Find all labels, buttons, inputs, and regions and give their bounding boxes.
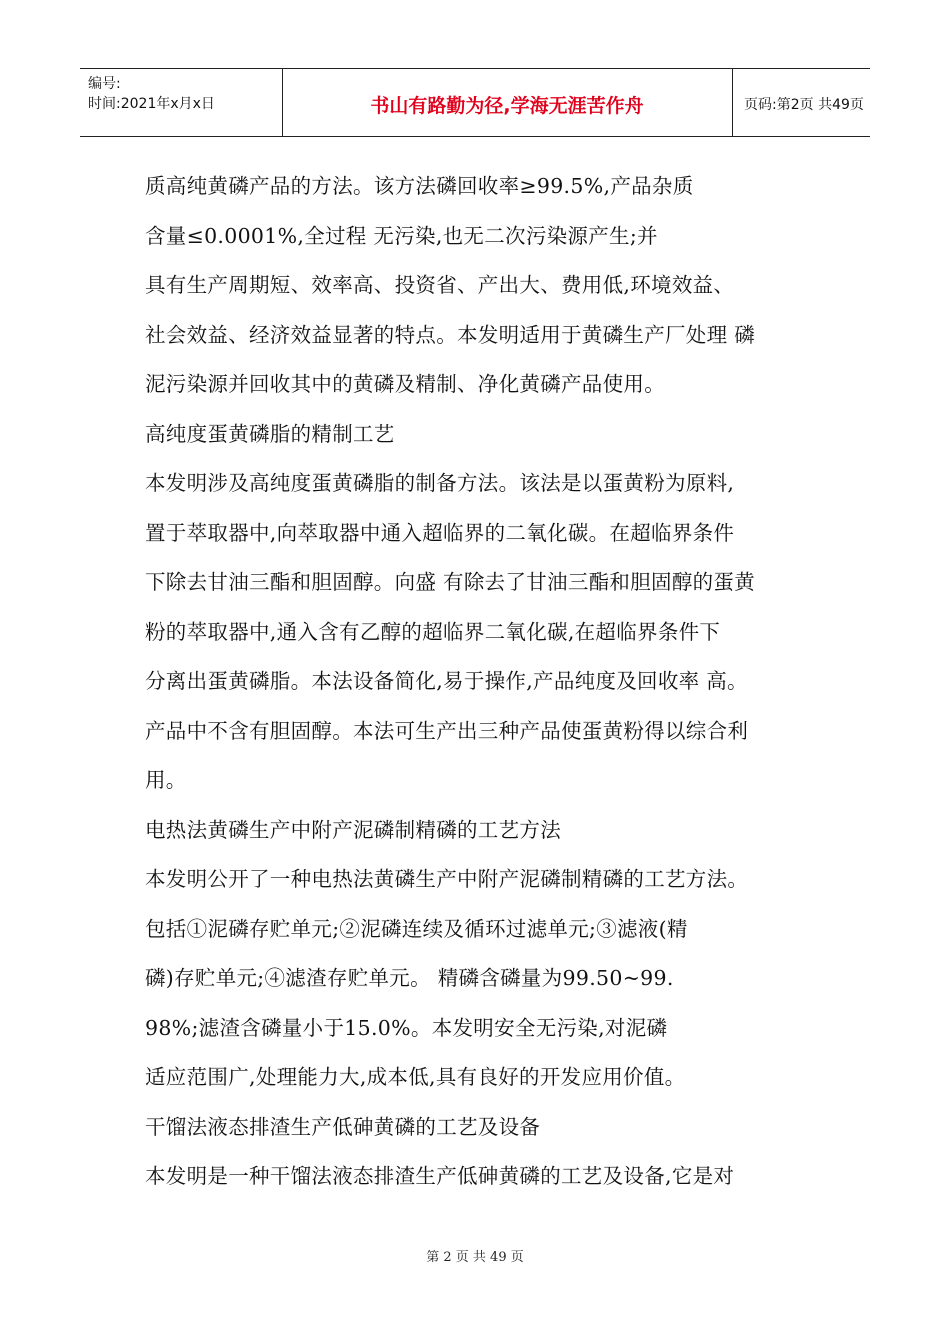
body-line: 含量≤0.0001%,全过程 无污染,也无二次污染源产生;并 <box>145 223 658 248</box>
section-heading: 高纯度蛋黄磷脂的精制工艺 <box>145 421 395 446</box>
body-line: 粉的萃取器中,通入含有乙醇的超临界二氧化碳,在超临界条件下 <box>145 619 721 644</box>
body-line: 98%;滤渣含磷量小于15.0%。本发明安全无污染,对泥磷 <box>145 1015 668 1040</box>
page-footer: 第 2 页 共 49 页 <box>426 1250 524 1265</box>
header-page-cell <box>732 69 870 136</box>
header-page-number: 页码:第2页 共49页 <box>744 97 864 113</box>
body-line: 下除去甘油三酯和胆固醇。向盛 有除去了甘油三酯和胆固醇的蛋黄 <box>145 570 756 594</box>
section-heading: 电热法黄磷生产中附产泥磷制精磷的工艺方法 <box>145 817 561 842</box>
header-motto-cell <box>282 69 733 136</box>
body-line: 泥污染源并回收其中的黄磷及精制、净化黄磷产品使用。 <box>145 372 665 396</box>
body-line: 包括①泥磷存贮单元;②泥磷连续及循环过滤单元;③滤液(精 <box>145 916 688 941</box>
body-line: 产品中不含有胆固醇。本法可生产出三种产品使蛋黄粉得以综合利 <box>145 718 749 743</box>
section-heading: 干馏法液态排渣生产低砷黄磷的工艺及设备 <box>145 1114 541 1139</box>
document-body <box>145 162 825 1202</box>
body-line: 本发明是一种干馏法液态排渣生产低砷黄磷的工艺及设备,它是对 <box>145 1164 735 1188</box>
body-line: 分离出蛋黄磷脂。本法设备简化,易于操作,产品纯度及回收率 高。 <box>145 669 748 693</box>
body-line: 本发明涉及高纯度蛋黄磷脂的制备方法。该法是以蛋黄粉为原料, <box>145 471 735 495</box>
body-line: 质高纯黄磷产品的方法。该方法磷回收率≥99.5%,产品杂质 <box>145 174 694 198</box>
header-info-cell <box>80 69 283 136</box>
body-line: 用。 <box>145 768 187 792</box>
page-header <box>80 68 870 137</box>
document-number-label: 编号: <box>88 76 121 92</box>
body-line: 社会效益、经济效益显著的特点。本发明适用于黄磷生产厂处理 磷 <box>145 322 756 347</box>
document-time-label: 时间:2021年x月x日 <box>88 96 215 112</box>
header-motto: 书山有路勤为径,学海无涯苦作舟 <box>370 95 644 117</box>
body-line: 置于萃取器中,向萃取器中通入超临界的二氧化碳。在超临界条件 <box>145 520 735 545</box>
body-line: 适应范围广,处理能力大,成本低,具有良好的开发应用价值。 <box>145 1065 686 1089</box>
body-line: 具有生产周期短、效率高、投资省、产出大、费用低,环境效益、 <box>145 273 735 297</box>
body-line: 磷)存贮单元;④滤渣存贮单元。 精磷含磷量为99.50~99. <box>145 966 674 990</box>
body-line: 本发明公开了一种电热法黄磷生产中附产泥磷制精磷的工艺方法。 <box>145 867 749 891</box>
